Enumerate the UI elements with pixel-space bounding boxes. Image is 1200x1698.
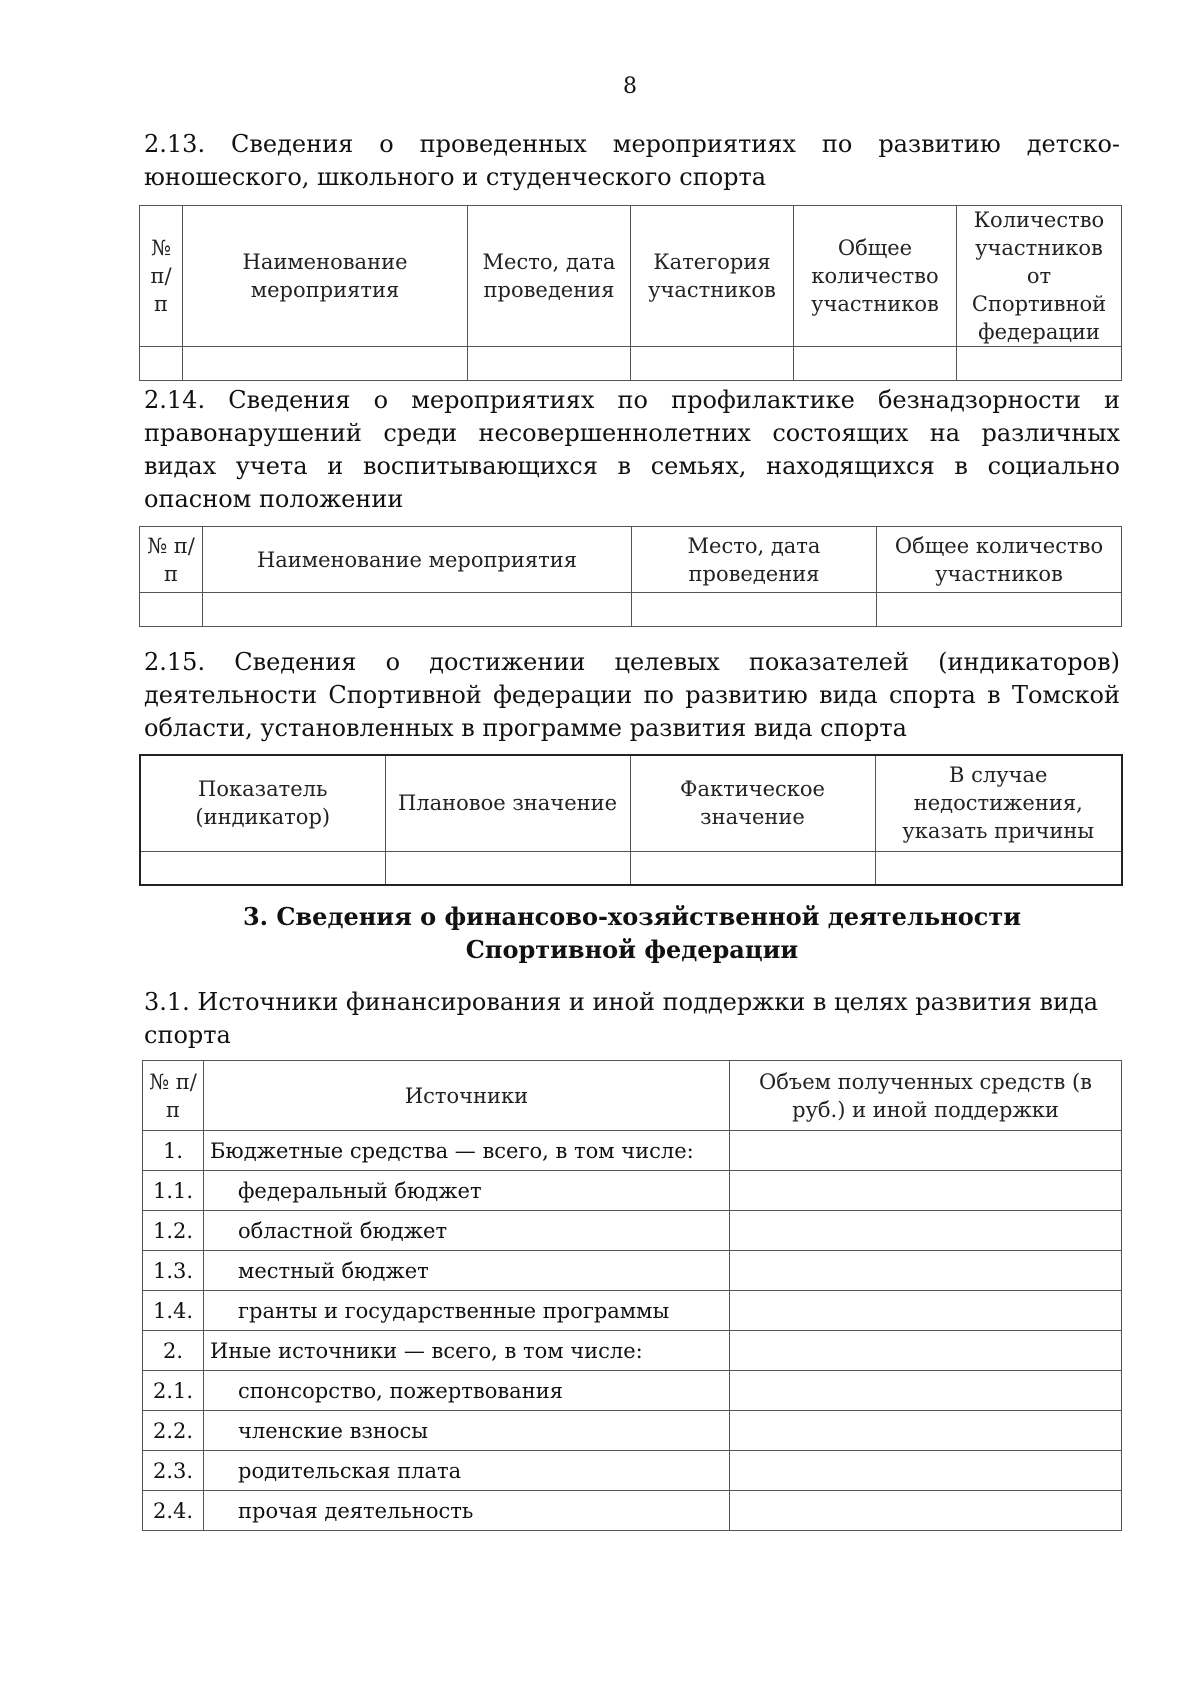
amount-cell[interactable] (730, 1291, 1122, 1331)
column-header: № п/п (140, 527, 203, 593)
source-label: гранты и государственные программы (204, 1291, 730, 1331)
row-number: 2.2. (143, 1411, 204, 1451)
row-number: 1.1. (143, 1171, 204, 1211)
row-number: 2. (143, 1331, 204, 1371)
amount-cell[interactable] (730, 1491, 1122, 1531)
empty-cell[interactable] (794, 347, 957, 381)
empty-cell[interactable] (877, 593, 1122, 627)
row-number: 2.1. (143, 1371, 204, 1411)
row-number: 1.3. (143, 1251, 204, 1291)
amount-cell[interactable] (730, 1371, 1122, 1411)
column-header: Показатель (индикатор) (140, 755, 385, 851)
empty-cell[interactable] (385, 851, 630, 885)
empty-cell[interactable] (631, 347, 794, 381)
column-header: Место, дата проведения (632, 527, 877, 593)
empty-cell[interactable] (468, 347, 631, 381)
events-youth-sport-table (139, 205, 1122, 381)
column-header: Наименование мероприятия (183, 206, 468, 347)
column-header: Категория участников (631, 206, 794, 347)
column-header: Количество участников от Спортивной федерации (957, 206, 1122, 347)
funding-sources-table (142, 1060, 1122, 1531)
table-row (140, 593, 1122, 627)
section-3-heading (144, 900, 1120, 966)
section-2-13-title: 2.13. Сведения о проведенных мероприятиях по развитию детско-юношеского, школьного и студенческого спорта (144, 130, 1120, 191)
amount-cell[interactable] (730, 1331, 1122, 1371)
section-3-1-title: 3.1. Источники финансирования и иной поддержки в целях развития вида спорта (144, 988, 1099, 1049)
row-number: 2.3. (143, 1451, 204, 1491)
table-row (143, 1491, 1122, 1531)
table-row (143, 1291, 1122, 1331)
amount-cell[interactable] (730, 1211, 1122, 1251)
table-row (143, 1131, 1122, 1171)
amount-cell[interactable] (730, 1251, 1122, 1291)
section-2-14-title: 2.14. Сведения о мероприятиях по профилактике безнадзорности и правонарушений среди несовершеннолетних состоящих на различных видах учета и воспитывающихся в семьях, находящихся в социально опасном положении (144, 386, 1120, 513)
column-header: № п/п (143, 1061, 204, 1131)
column-header: В случае недостижения, указать причины (875, 755, 1122, 851)
empty-cell[interactable] (632, 593, 877, 627)
table-row (143, 1451, 1122, 1491)
row-number: 1.4. (143, 1291, 204, 1331)
empty-cell[interactable] (957, 347, 1122, 381)
row-number: 1. (143, 1131, 204, 1171)
empty-cell[interactable] (203, 593, 632, 627)
empty-cell[interactable] (140, 593, 203, 627)
amount-cell[interactable] (730, 1171, 1122, 1211)
empty-cell[interactable] (140, 851, 385, 885)
section-3-heading-line1: 3. Сведения о финансово-хозяйственной деятельности (242, 902, 1022, 931)
table-row (143, 1371, 1122, 1411)
source-label: членские взносы (204, 1411, 730, 1451)
table-row (140, 347, 1122, 381)
column-header: Фактическое значение (630, 755, 875, 851)
column-header: № п/п (140, 206, 183, 347)
prevention-events-table (139, 526, 1122, 627)
row-number: 1.2. (143, 1211, 204, 1251)
column-header: Объем полученных средств (в руб.) и иной поддержки (730, 1061, 1122, 1131)
target-indicators-table (139, 754, 1123, 886)
column-header: Место, дата проведения (468, 206, 631, 347)
column-header: Общее количество участников (877, 527, 1122, 593)
empty-cell[interactable] (630, 851, 875, 885)
empty-cell[interactable] (183, 347, 468, 381)
column-header: Наименование мероприятия (203, 527, 632, 593)
table-row (143, 1251, 1122, 1291)
amount-cell[interactable] (730, 1131, 1122, 1171)
row-number: 2.4. (143, 1491, 204, 1531)
table-row (143, 1211, 1122, 1251)
source-label: прочая деятельность (204, 1491, 730, 1531)
source-label: Бюджетные средства — всего, в том числе: (204, 1131, 730, 1171)
source-label: родительская плата (204, 1451, 730, 1491)
source-label: Иные источники — всего, в том числе: (204, 1331, 730, 1371)
page-number: 8 (623, 74, 637, 99)
table-row (143, 1171, 1122, 1211)
column-header: Источники (204, 1061, 730, 1131)
column-header: Плановое значение (385, 755, 630, 851)
column-header: Общее количество участников (794, 206, 957, 347)
source-label: федеральный бюджет (204, 1171, 730, 1211)
amount-cell[interactable] (730, 1411, 1122, 1451)
amount-cell[interactable] (730, 1451, 1122, 1491)
section-2-15-title: 2.15. Сведения о достижении целевых показателей (индикаторов) деятельности Спортивной федерации по развитию вида спорта в Томской области, установленных в программе развития вида спорта (144, 648, 1120, 742)
source-label: местный бюджет (204, 1251, 730, 1291)
empty-cell[interactable] (140, 347, 183, 381)
empty-cell[interactable] (875, 851, 1122, 885)
source-label: спонсорство, пожертвования (204, 1371, 730, 1411)
table-row (140, 851, 1122, 885)
section-3-heading-line2: Спортивной федерации (465, 935, 799, 964)
source-label: областной бюджет (204, 1211, 730, 1251)
table-row (143, 1331, 1122, 1371)
table-row (143, 1411, 1122, 1451)
